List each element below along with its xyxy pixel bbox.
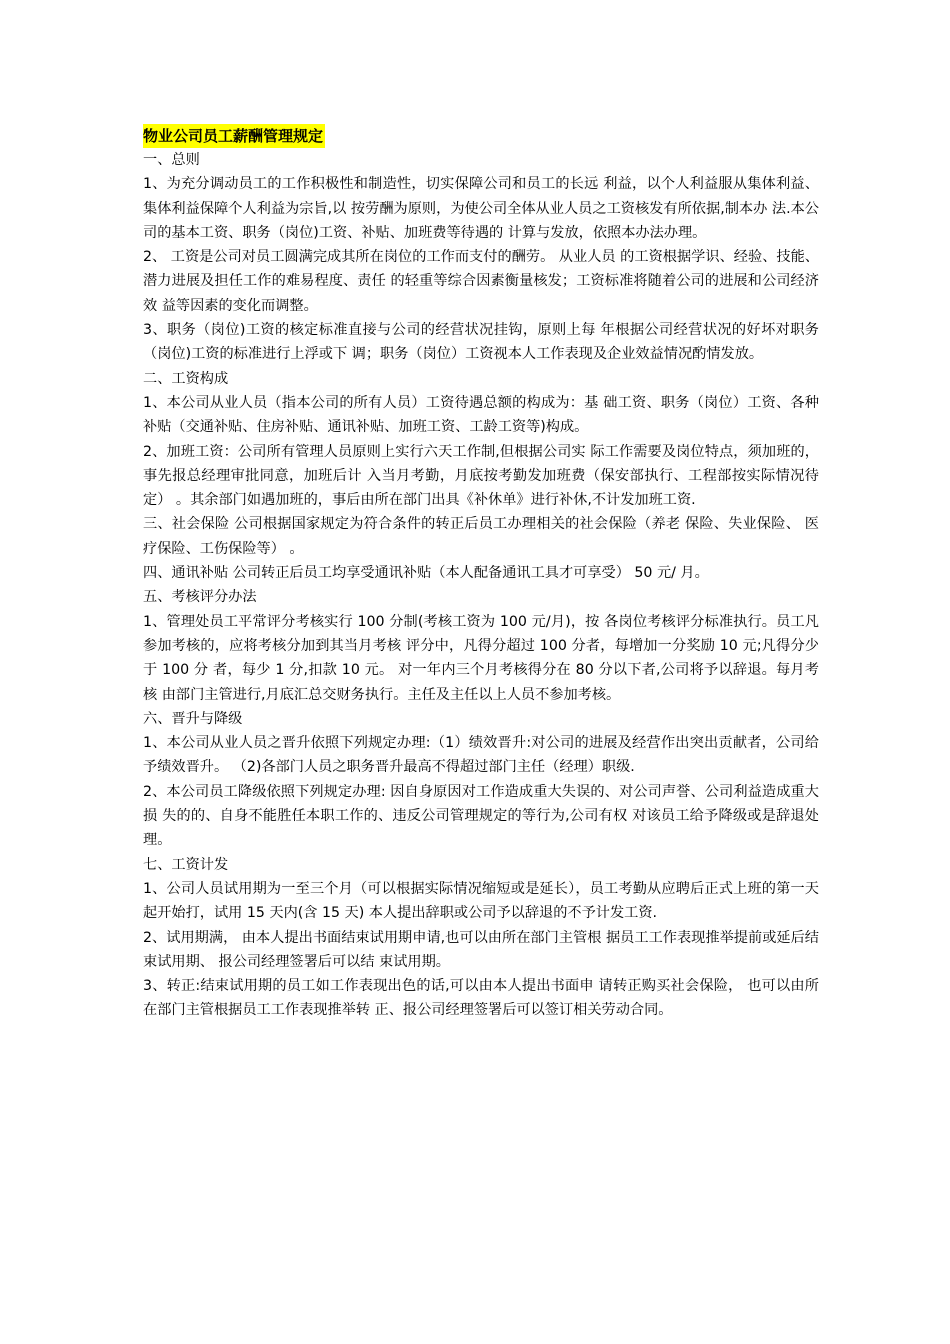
paragraph: 1、公司人员试用期为一至三个月（可以根据实际情况缩短或是延长），员工考勤从应聘后正式上班的第一天起开始打，试用 15 天内(含 15 天) 本人提出辞职或公司予以辞退的不予计发工资.	[143, 880, 819, 922]
section-heading-assessment: 五、考核评分办法	[143, 589, 257, 606]
paragraph-communication-allowance: 四、通讯补贴 公司转正后员工均享受通讯补贴（本人配备通讯工具才可享受） 50 元/ 月。	[143, 565, 709, 582]
paragraph: 2、 工资是公司对员工圆满完成其所在岗位的工作而支付的酬劳。 从业人员 的工资根据学识、经验、技能、潜力进展及担任工作的难易程度、责任 的轻重等综合因素衡量核发；工资标准将随着公司的进展和公司经济效 益等因素的变化而调整。	[143, 249, 819, 314]
paragraph: 3、转正:结束试用期的员工如工作表现出色的话,可以由本人提出书面申 请转正购买社会保险， 也可以由所在部门主管根据员工工作表现推举转 正、报公司经理签署后可以签订相关劳动合同。	[143, 978, 819, 1019]
paragraph-social-insurance: 三、社会保险 公司根据国家规定为符合条件的转正后员工办理相关的社会保险（养老 保险、失业保险、 医疗保险、工伤保险等） 。	[143, 516, 819, 557]
paragraph: 1、本公司从业人员之晋升依照下列规定办理:（1）绩效晋升:对公司的进展及经营作出突出贡献者，公司给予绩效晋升。 （2)各部门人员之职务晋升最高不得超过部门主任（经理）职级.	[143, 735, 819, 776]
paragraph: 2、本公司员工降级依照下列规定办理: 因自身原因对工作造成重大失误的、对公司声誉、公司利益造成重大损 失的的、自身不能胜任本职工作的、违反公司管理规定的等行为,公司有权 对该员工给予降级或是辞退处理。	[143, 783, 819, 849]
paragraph: 3、职务（岗位)工资的核定标准直接与公司的经营状况挂钩，原则上每 年根据公司经营状况的好坏对职务（岗位)工资的标准进行上浮或下 调；职务（岗位）工资视本人工作表现及企业效益情况酌情发放。	[143, 322, 819, 363]
paragraph: 1、管理处员工平常评分考核实行 100 分制(考核工资为 100 元/月)，按 各岗位考核评分标准执行。员工凡参加考核的，应将考核分加到其当月考核 评分中，凡得分超过 100 分者，每增加一分奖励 10 元;凡得分少于 100 分 者，每少 1 分,扣款 10 元。 对一年内三个月考核得分在 80 分以下者,公司将予以辞退。每月考核 由部门主管进行,月底汇总交财务执行。主任及主任以上人员不参加考核。	[143, 613, 819, 703]
section-heading-general: 一、总则	[143, 152, 200, 168]
paragraph: 1、为充分调动员工的工作积极性和制造性，切实保障公司和员工的长远 利益，以个人利益服从集体利益、集体利益保障个人利益为宗旨,以 按劳酬为原则，为使公司全体从业人员之工资核发有所依据,制本办 法.本公司的基本工资、职务（岗位)工资、补贴、加班费等待遇的 计算与发放，依照本办法办理。	[143, 176, 819, 241]
paragraph: 2、加班工资：公司所有管理人员原则上实行六天工作制,但根据公司实 际工作需要及岗位特点，须加班的，事先报总经理审批同意，加班后计 入当月考勤，月底按考勤发加班费（保安部执行、工程部按实际情况待 定） 。其余部门如遇加班的，事后由所在部门出具《补休单》进行补休,不计发加班工资.	[143, 443, 819, 509]
document-title: 物业公司员工薪酬管理规定	[143, 124, 325, 148]
paragraph: 1、本公司从业人员（指本公司的所有人员）工资待遇总额的构成为：基 础工资、职务（岗位）工资、各种补贴（交通补贴、住房补贴、通讯补贴、加班工资、工龄工资等)构成。	[143, 394, 819, 436]
paragraph: 2、试用期满， 由本人提出书面结束试用期申请,也可以由所在部门主管根 据员工工作表现推举提前或延后结束试用期、 报公司经理签署后可以结 束试用期。	[143, 929, 819, 970]
document-page	[143, 124, 819, 1023]
section-heading-promotion: 六、晋升与降级	[143, 710, 243, 727]
section-heading-payroll: 七、工资计发	[143, 856, 229, 873]
section-heading-salary-structure: 二、工资构成	[143, 370, 229, 387]
